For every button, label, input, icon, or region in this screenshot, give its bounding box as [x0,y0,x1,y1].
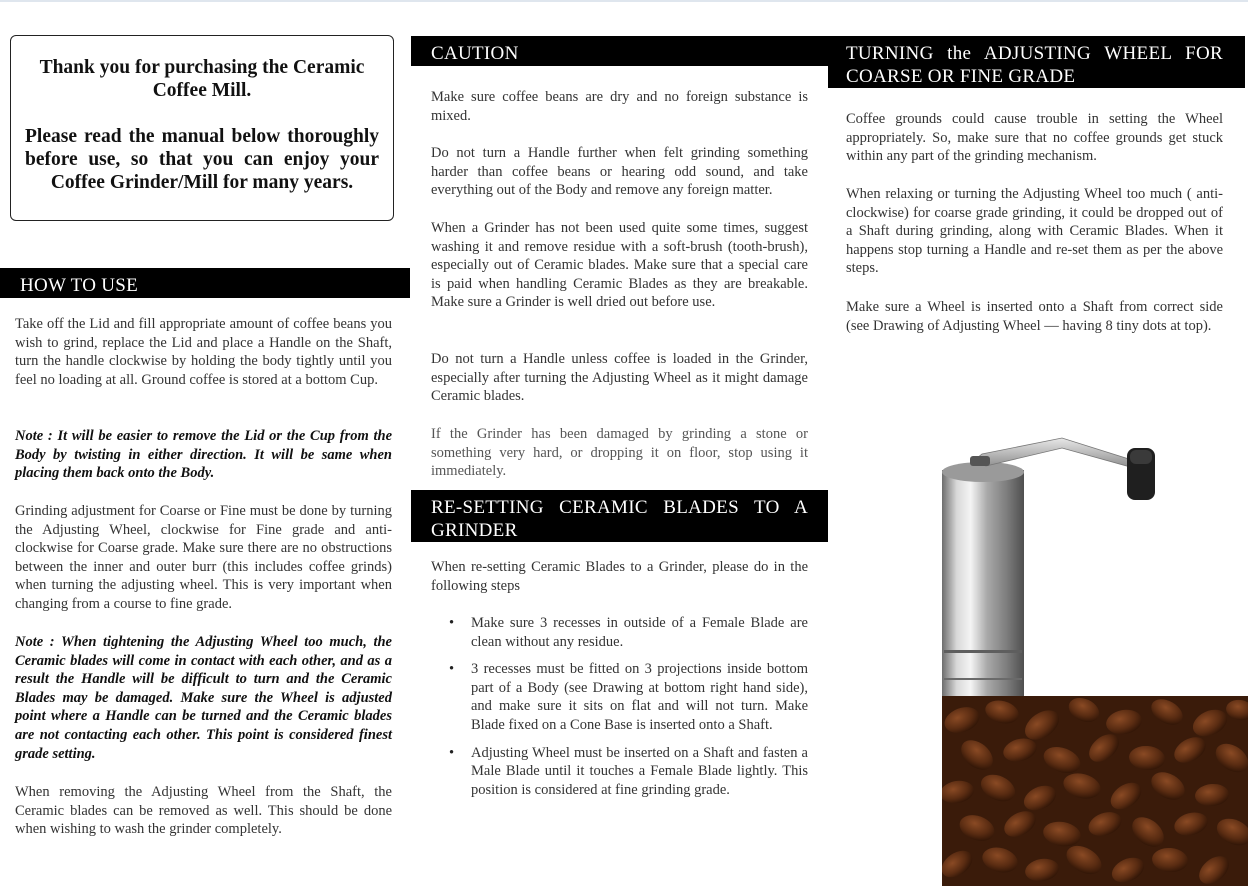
list-item [431,660,808,734]
list-item [431,744,808,800]
bullet-icon: • [449,744,455,761]
caution-p1: Make sure coffee beans are dry and no foreign substance is mixed. [431,89,808,124]
how-to-use-note2: Note : When tightening the Adjusting Wheel too much, the Ceramic blades will come in contact with each other, and as a result the Handle will be difficult to turn and the Ceramic Blades may be damaged. Make sure the Wheel is adjusted point where a Handle can be turned and the Ceramic blades are not contacting each other. This point is considered finest grade setting. [15,634,392,762]
caution-p5: If the Grinder has been damaged by grinding a stone or something very hard, or dropping it on floor, stop using it immediately. [431,426,808,480]
how-to-use-heading: HOW TO USE [0,268,410,298]
step-text: Adjusting Wheel must be inserted on a Shaft and fasten a Male Blade until it touches a Female Blade lightly. This position is considered at fine grinding grade. [471,744,808,798]
how-to-use-p3: When removing the Adjusting Wheel from the Shaft, the Ceramic blades can be removed as well. This should be done when wishing to wash the grinder completely. [15,784,392,838]
caution-p3: When a Grinder has not been used quite some times, suggest washing it and remove residue with a soft-brush (tooth-brush), especially out of Ceramic blades. Make sure that a special care is paid when handling Ceramic Blades as they are breakable. Make sure a Grinder is well dried out before use. [431,220,808,311]
bullet-icon: • [449,615,455,631]
step-text: Make sure 3 recesses in outside of a Female Blade are clean without any residue. [471,615,808,650]
how-to-use-note1: Note : It will be easier to remove the Lid or the Cup from the Body by twisting in either direction. It will be same when placing them back onto the Body. [15,428,392,482]
caution-p2: Do not turn a Handle further when felt grinding something harder than coffee beans or hearing odd sound, and take everything out of the Body and remove any foreign matter. [431,145,808,199]
resetting-heading: RE-SETTING CERAMIC BLADES TO A GRINDER [411,490,828,542]
intro-box [10,35,394,221]
bullet-icon: • [449,661,455,678]
caution-heading: CAUTION [411,36,828,66]
list-item [431,614,808,651]
intro-line-2: Please read the manual below thoroughly before use, so that you can enjoy your Coffee Grinder/Mill for many years. [25,126,379,193]
how-to-use-p2: Grinding adjustment for Coarse or Fine must be done by turning the Adjusting Wheel, clockwise for Fine grade and anti-clockwise for Coarse grade. Make sure there are no obstructions between the inner and outer burr (this includes coffee grinds) when turning the adjusting wheel. This is very important when changing from a course to fine grade. [15,503,392,612]
how-to-use-p1: Take off the Lid and fill appropriate amount of coffee beans you wish to grind, replace the Lid and place a Handle on the Shaft, turn the handle clockwise by holding the body tightly until you feel no loading at all. Ground coffee is stored at a bottom Cup. [15,316,392,388]
step-text: 3 recesses must be fitted on 3 projections inside bottom part of a Body (see Drawing at bottom right hand side), and make sure it sits on flat and will not turn. Make Blade fixed on a Cone Base is inserted onto a Shaft. [471,661,808,733]
turning-p1: Coffee grounds could cause trouble in setting the Wheel appropriately. So, make sure that no coffee grounds get stuck within any part of the grinding mechanism. [846,111,1223,165]
caution-p4: Do not turn a Handle unless coffee is loaded in the Grinder, especially after turning the Adjusting Wheel as it might damage Ceramic blades. [431,351,808,405]
top-rule [0,0,1248,2]
resetting-steps-list [431,614,808,799]
resetting-intro: When re-setting Ceramic Blades to a Grinder, please do in the following steps [431,559,808,594]
intro-line-1: Thank you for purchasing the Ceramic Coffee Mill. [39,57,365,101]
turning-p2: When relaxing or turning the Adjusting Wheel too much ( anti-clockwise) for coarse grade grinding, it could be dropped out of a Shaft during grinding, along with Ceramic Blades. When it happens stop turning a Handle and re-set them as per the above steps. [846,186,1223,277]
grinder-photo [942,420,1248,886]
grinder-illustration [942,420,1248,886]
turning-heading: TURNING the ADJUSTING WHEEL FOR COARSE OR FINE GRADE [828,36,1245,88]
turning-p3: Make sure a Wheel is inserted onto a Shaft from correct side (see Drawing of Adjusting Wheel — having 8 tiny dots at top). [846,299,1223,334]
